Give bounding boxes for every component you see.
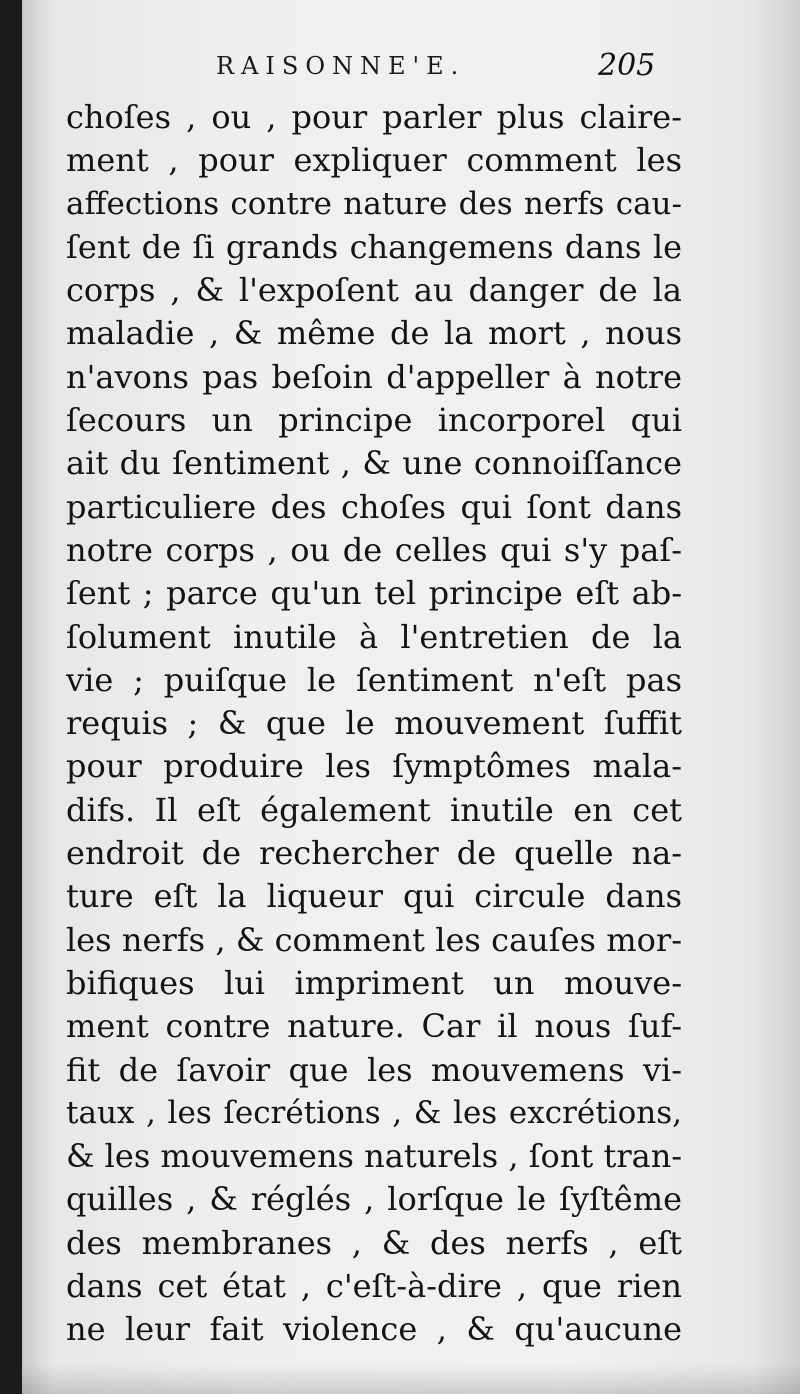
- text-line: n'avons pas beſoin d'appeller à notre: [66, 357, 682, 396]
- page-bottom-shadow: [22, 1364, 800, 1394]
- text-line: ne leur fait violence , & qu'aucune: [66, 1310, 682, 1349]
- text-line: corps , & l'expoſent au danger de la: [66, 271, 682, 310]
- text-line: pour produire les ſymptômes mala-: [66, 747, 682, 786]
- text-line: ment , pour expliquer comment les: [66, 141, 682, 180]
- text-line: ſolument inutile à l'entretien de la: [66, 617, 682, 656]
- text-line: maladie , & même de la mort , nous: [66, 314, 682, 353]
- text-line: dans cet état , c'eſt-à-dire , que rien: [66, 1267, 682, 1306]
- text-line: & les mouvemens naturels , ſont tran-: [66, 1137, 682, 1176]
- text-line: ſecours un principe incorporel qui: [66, 401, 682, 440]
- text-line: particuliere des choſes qui ſont dans: [66, 487, 682, 526]
- text-line: affections contre nature des nerfs cau-: [66, 185, 682, 222]
- text-line: ment contre nature. Car il nous ſuf-: [66, 1007, 682, 1046]
- text-line: endroit de rechercher de quelle na-: [66, 834, 682, 873]
- text-line: requis ; & que le mouvement ſuffit: [66, 704, 682, 743]
- text-line: fit de ſavoir que les mouvemens vi-: [66, 1050, 682, 1089]
- running-head: [0, 48, 800, 92]
- running-head-title: RAISONNE'E.: [216, 52, 466, 80]
- text-line: difs. Il eſt également inutile en cet: [66, 790, 682, 829]
- text-line: ture eſt la liqueur qui circule dans: [66, 877, 682, 916]
- text-line: ſent de ſi grands changemens dans le: [66, 227, 682, 266]
- page-number: 205: [598, 48, 656, 83]
- text-line: choſes , ou , pour parler plus claire-: [66, 98, 682, 136]
- text-line: quilles , & réglés , lorſque le ſyſtême: [66, 1180, 682, 1219]
- text-line: notre corps , ou de celles qui s'y paſ-: [66, 530, 682, 569]
- text-line: des membranes , & des nerfs , eſt: [66, 1223, 682, 1262]
- text-line: les nerfs , & comment les cauſes mor-: [66, 920, 682, 959]
- text-line: ait du ſentiment , & une connoiſſance: [66, 444, 682, 483]
- text-line: taux , les ſecrétions , & les excrétions,: [66, 1094, 682, 1131]
- text-line: ſent ; parce qu'un tel principe eſt ab-: [66, 574, 682, 613]
- text-line: bifiques lui impriment un mouve-: [66, 963, 682, 1002]
- text-line: vie ; puiſque le ſentiment n'eſt pas: [66, 660, 682, 699]
- body-text: [66, 96, 682, 1352]
